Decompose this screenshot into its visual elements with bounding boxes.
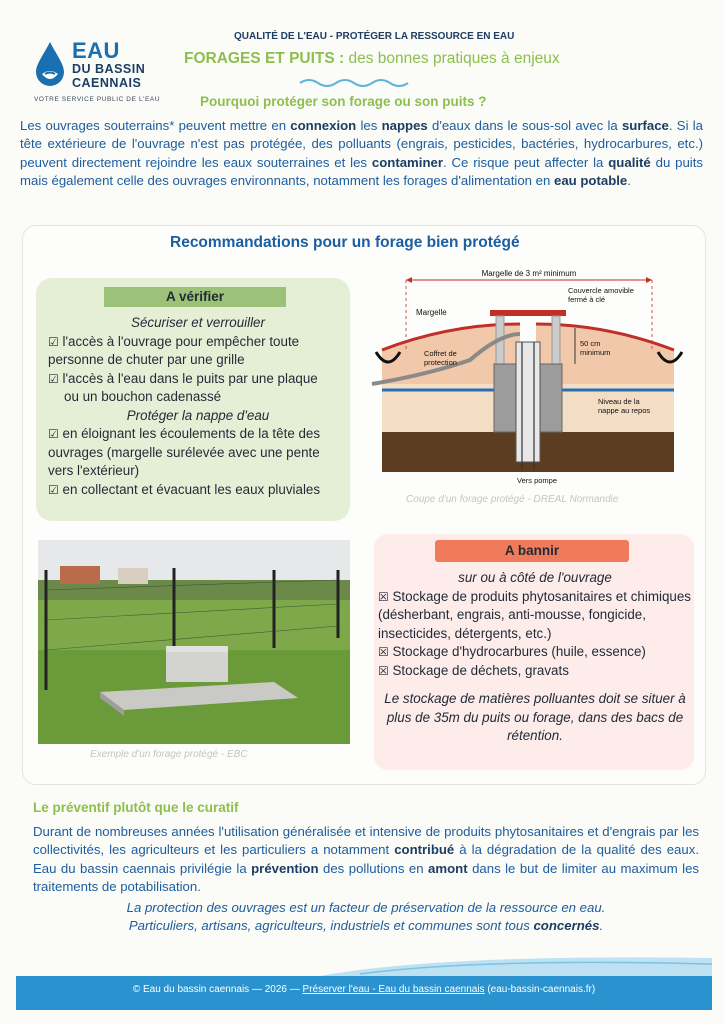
- list-item: [48, 481, 348, 500]
- diagram-label: fermé à clé: [568, 295, 606, 304]
- diagram-label: protection: [424, 358, 457, 367]
- title-rest: des bonnes pratiques à enjeux: [348, 50, 560, 67]
- intro-bold: contaminer: [371, 154, 443, 170]
- intro-text: d'eaux dans le sous-sol avec la: [427, 118, 622, 133]
- list-item-text: l'accès à l'eau dans le puits par une plaque: [62, 370, 318, 386]
- kicker: QUALITÉ DE L'EAU - PROTÉGER LA RESSOURCE EN EAU: [234, 31, 515, 42]
- preventive-heading: Le préventif plutôt que le curatif: [33, 800, 239, 815]
- diagram-label: nappe au repos: [598, 406, 651, 415]
- list-item: [48, 370, 348, 389]
- ban-subheading: sur ou à côté de l'ouvrage: [458, 570, 612, 585]
- intro-paragraph: [20, 117, 703, 191]
- diagram-label: Couvercle amovible: [568, 286, 634, 295]
- verify-subheading: Protéger la nappe d'eau: [126, 407, 270, 423]
- intro-bold: eau potable: [553, 173, 628, 189]
- checkbox-cross-icon: ☒: [378, 589, 389, 604]
- footer-copyright: © Eau du bassin caennais — 2026 —: [132, 984, 300, 995]
- logo: [34, 38, 174, 108]
- photo-caption: Exemple d'un forage protégé - EBC: [90, 749, 248, 760]
- list-item-text: en collectant et évacuant les eaux pluviales: [62, 481, 321, 497]
- intro-text: . Ce risque peut affecter la: [442, 154, 609, 170]
- footer-wave: [320, 952, 712, 978]
- list-item-text: Stockage d'hydrocarbures (huile, essence): [392, 644, 646, 659]
- checkbox-checked-icon: ☑: [48, 334, 59, 349]
- italic-bold: concernés: [533, 918, 600, 934]
- page-title: [184, 50, 560, 68]
- section-question: Pourquoi protéger son forage ou son puits ?: [200, 94, 487, 109]
- checkbox-cross-icon: ☒: [378, 663, 389, 678]
- diagram-label: 50 cm: [580, 339, 601, 348]
- list-item-text: en éloignant les écoulements de la tête des ouvrages (margelle surélevée avec une pente vers l'extérieur): [48, 426, 321, 478]
- ban-note: Le stockage de matières polluantes doit se situer à plus de 35m du puits ou forage, dans des bacs de rétention.: [384, 691, 686, 743]
- list-item: [48, 333, 348, 370]
- preventive-italic: [33, 899, 699, 936]
- diagram-label: Margelle de 3 m² minimum: [481, 269, 577, 278]
- checkbox-checked-icon: ☑: [48, 482, 59, 497]
- well-cross-section-diagram: [370, 264, 688, 496]
- water-drop-icon: [34, 40, 66, 88]
- footer-domain: (eau-bassin-caennais.fr): [487, 984, 596, 995]
- well-photo: [38, 540, 350, 744]
- intro-bold: nappes: [381, 118, 428, 133]
- diagram-caption: Coupe d'un forage protégé - DREAL Normandie: [406, 494, 619, 505]
- intro-text: . Si la tête extérieure de l'ouvrage n'est pas protégée, des polluants (engrais, pesticides, bactéries, hydrocarbures, etc.) peuvent directement rejoindre les eaux souterraines et les: [20, 118, 704, 170]
- ban-list: [378, 569, 692, 746]
- list-item: [378, 588, 692, 644]
- verify-subheading: Sécuriser et verrouiller: [131, 315, 265, 330]
- preventive-bold: amont: [428, 860, 468, 876]
- list-item-text: l'accès à l'ouvrage pour empêcher toute personne de chuter par une grille: [48, 333, 300, 367]
- intro-text: les: [356, 118, 382, 133]
- preventive-text: dans le but de limiter au maximum les traitements de potabilisation.: [33, 860, 699, 895]
- footer-link[interactable]: Préserver l'eau - Eau du bassin caennais: [302, 984, 485, 995]
- logo-line3: CAENNAIS: [72, 76, 142, 90]
- logo-line2: DU BASSIN: [72, 62, 146, 76]
- preventive-text: Durant de nombreuses années l'utilisation généralisée et intensive de produits phytosanitaires et d'engrais par les collectivités, les agriculteurs et les particuliers a notamment: [33, 824, 699, 858]
- intro-bold: qualité: [608, 154, 651, 170]
- intro-text: Les ouvrages souterrains* peuvent mettre en: [20, 118, 291, 133]
- verify-heading: A vérifier: [104, 287, 286, 307]
- list-item: [378, 662, 692, 681]
- wave-divider: [298, 76, 410, 90]
- ban-heading: A bannir: [435, 540, 629, 562]
- diagram-label: Vers pompe: [517, 476, 558, 485]
- logo-line1: EAU: [72, 38, 120, 63]
- preventive-text: à la dégradation de la qualité des eaux. Eau du bassin caennais privilégie la: [33, 842, 699, 876]
- list-item-text: Stockage de produits phytosanitaires et chimiques (désherbant, engrais, anti-mousse, fongicide, insecticides, détergents, etc.): [378, 588, 691, 641]
- checkbox-checked-icon: ☑: [48, 371, 59, 386]
- intro-bold: connexion: [290, 118, 357, 133]
- intro-text: .: [627, 173, 631, 189]
- logo-tagline: VOTRE SERVICE PUBLIC DE L'EAU: [34, 96, 161, 103]
- intro-text: du puits mais également celle des ouvrages environnants, notamment les forages d'alimentation en: [20, 154, 703, 189]
- checkbox-checked-icon: ☑: [48, 427, 59, 441]
- diagram-label: Niveau de la: [598, 397, 640, 406]
- preventive-paragraph: [33, 823, 699, 897]
- verify-list: [48, 314, 348, 499]
- italic-line: .: [599, 918, 604, 934]
- preventive-bold: prévention: [251, 860, 319, 876]
- list-item-continuation: ou un bouchon cadenassé: [64, 389, 222, 404]
- diagram-label: Coffret de: [424, 349, 457, 358]
- intro-bold: surface: [621, 118, 669, 133]
- italic-line: Particuliers, artisans, agriculteurs, industriels et communes sont tous: [128, 918, 534, 934]
- preventive-text: des pollutions en: [318, 860, 429, 876]
- diagram-label: minimum: [580, 348, 611, 357]
- list-item: [48, 425, 348, 481]
- list-item: [378, 643, 692, 662]
- footer-text: [16, 984, 712, 995]
- checkbox-cross-icon: ☒: [378, 645, 389, 659]
- list-item-text: Stockage de déchets, gravats: [392, 662, 569, 678]
- title-bold: FORAGES ET PUITS :: [184, 50, 345, 67]
- diagram-label: Margelle: [416, 308, 447, 317]
- italic-line: La protection des ouvrages est un facteur de préservation de la ressource en eau.: [126, 900, 606, 915]
- recommendations-title: Recommandations pour un forage bien protégé: [170, 234, 520, 251]
- preventive-bold: contribué: [394, 842, 455, 858]
